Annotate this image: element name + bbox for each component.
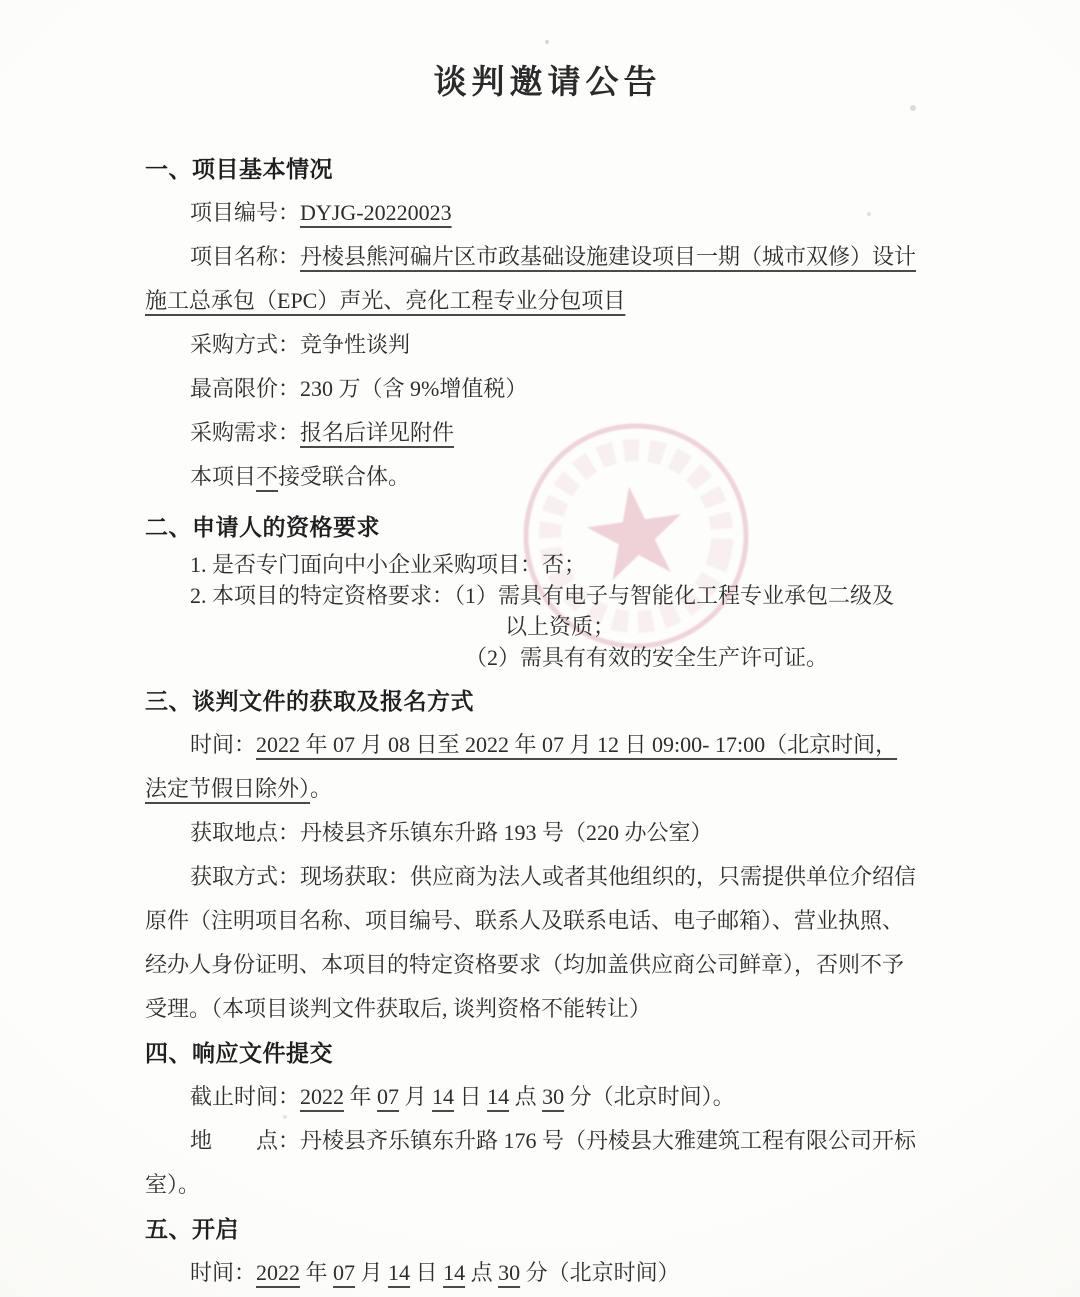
submission-deadline-label: 截止时间： <box>190 1084 301 1109</box>
opening-day: 14 <box>388 1260 411 1285</box>
project-code-label: 项目编号： <box>190 200 301 225</box>
qualification-req-1: （1）需具有电子与智能化工程专业承包二级及 <box>454 583 895 608</box>
obtain-way-line-3: 经办人身份证明、本项目的特定资格要求（均加盖供应商公司鲜章），否则不予 <box>145 952 905 977</box>
submission-deadline-line <box>145 1075 950 1119</box>
obtain-place-value: 丹棱县齐乐镇东升路 193 号（220 办公室） <box>300 820 713 845</box>
opening-minute: 30 <box>498 1260 521 1285</box>
project-code-value: DYJG-20220023 <box>300 200 452 225</box>
obtain-way-line-2: 原件（注明项目名称、项目编号、联系人及联系电话、电子邮箱）、营业执照、 <box>145 908 905 933</box>
qualification-item-1: 1. 是否专门面向中小企业采购项目：否； <box>190 552 587 577</box>
project-code-line <box>145 191 950 235</box>
obtain-way-line-1: 获取方式：现场获取：供应商为法人或者其他组织的，只需提供单位介绍信 <box>190 864 917 889</box>
deadline-year: 2022 <box>300 1084 345 1109</box>
opening-sep-4: 点 <box>465 1260 499 1285</box>
opening-time-label: 时间： <box>190 1260 257 1285</box>
obtain-time-value-2: 法定节假日除外） <box>145 776 311 801</box>
page-title: 谈判邀请公告 <box>433 65 662 101</box>
opening-hour: 14 <box>443 1260 466 1285</box>
obtain-time-label: 时间： <box>190 732 257 757</box>
opening-time-line <box>145 1251 950 1295</box>
procurement-method-value: 竞争性谈判 <box>300 332 411 357</box>
deadline-sep-1: 年 <box>344 1084 378 1109</box>
section-3-heading: 三、谈判文件的获取及报名方式 <box>145 688 474 714</box>
deadline-day: 14 <box>432 1084 455 1109</box>
opening-sep-5: 分（北京时间） <box>520 1260 680 1285</box>
opening-sep-3: 日 <box>410 1260 444 1285</box>
no-consortium-line <box>145 455 950 499</box>
price-limit-value: 230 万（含 9%增值税） <box>300 376 528 401</box>
obtain-time-line-1 <box>145 723 950 767</box>
price-limit-label: 最高限价： <box>190 376 301 401</box>
procurement-method-line <box>145 323 950 367</box>
obtain-way-line-4: 受理。（本项目谈判文件获取后, 谈判资格不能转让） <box>145 996 652 1021</box>
procurement-method-label: 采购方式： <box>190 332 301 357</box>
project-name-line-2 <box>145 279 950 323</box>
deadline-sep-4: 点 <box>509 1084 543 1109</box>
procurement-demand-line <box>145 411 950 455</box>
obtain-time-period: 。 <box>310 776 333 801</box>
project-name-label: 项目名称： <box>190 244 301 269</box>
submission-place-value-1: 丹棱县齐乐镇东升路 176 号（丹棱县大雅建筑工程有限公司开标 <box>300 1128 917 1153</box>
opening-month: 07 <box>333 1260 356 1285</box>
deadline-sep-3: 日 <box>454 1084 488 1109</box>
opening-year: 2022 <box>256 1260 301 1285</box>
section-4-heading: 四、响应文件提交 <box>145 1040 333 1066</box>
procurement-demand-value: 报名后详见附件 <box>300 420 455 445</box>
obtain-place-line <box>145 811 950 855</box>
project-name-value-1: 丹棱县熊河碥片区市政基础设施建设项目一期（城市双修）设计 <box>300 244 917 269</box>
procurement-demand-label: 采购需求： <box>190 420 301 445</box>
project-name-value-2: 施工总承包（EPC）声光、亮化工程专业分包项目 <box>145 288 626 313</box>
qualification-req-1-cont: 以上资质； <box>505 614 616 639</box>
project-name-line-1 <box>145 235 950 279</box>
opening-sep-1: 年 <box>300 1260 334 1285</box>
price-limit-line <box>145 367 950 411</box>
submission-place-label: 地 点： <box>190 1128 301 1153</box>
qualification-item-2 <box>145 580 950 611</box>
section-5-heading: 五、开启 <box>145 1216 239 1242</box>
obtain-time-line-2 <box>145 767 950 811</box>
opening-sep-2: 月 <box>355 1260 389 1285</box>
section-1-heading: 一、项目基本情况 <box>145 156 333 182</box>
obtain-place-label: 获取地点： <box>190 820 301 845</box>
deadline-sep-2: 月 <box>399 1084 433 1109</box>
deadline-hour: 14 <box>487 1084 510 1109</box>
deadline-month: 07 <box>377 1084 400 1109</box>
no-consortium-post: 接受联合体。 <box>278 464 411 489</box>
submission-place-line-1 <box>145 1119 950 1163</box>
section-2-heading: 二、申请人的资格要求 <box>145 514 380 540</box>
deadline-sep-5: 分（北京时间）。 <box>564 1084 735 1109</box>
obtain-time-value-1: 2022 年 07 月 08 日至 2022 年 07 月 12 日 09:00- 17:00（北京时间， <box>256 732 898 757</box>
submission-place-line-2: 室）。 <box>145 1172 201 1197</box>
deadline-minute: 30 <box>542 1084 565 1109</box>
no-consortium-underlined: 不 <box>256 464 279 489</box>
qualification-req-2: （2）需具有有效的安全生产许可证。 <box>465 645 829 670</box>
no-consortium-pre: 本项目 <box>190 464 257 489</box>
qualification-item-2-label: 2. 本项目的特定资格要求： <box>190 583 455 608</box>
